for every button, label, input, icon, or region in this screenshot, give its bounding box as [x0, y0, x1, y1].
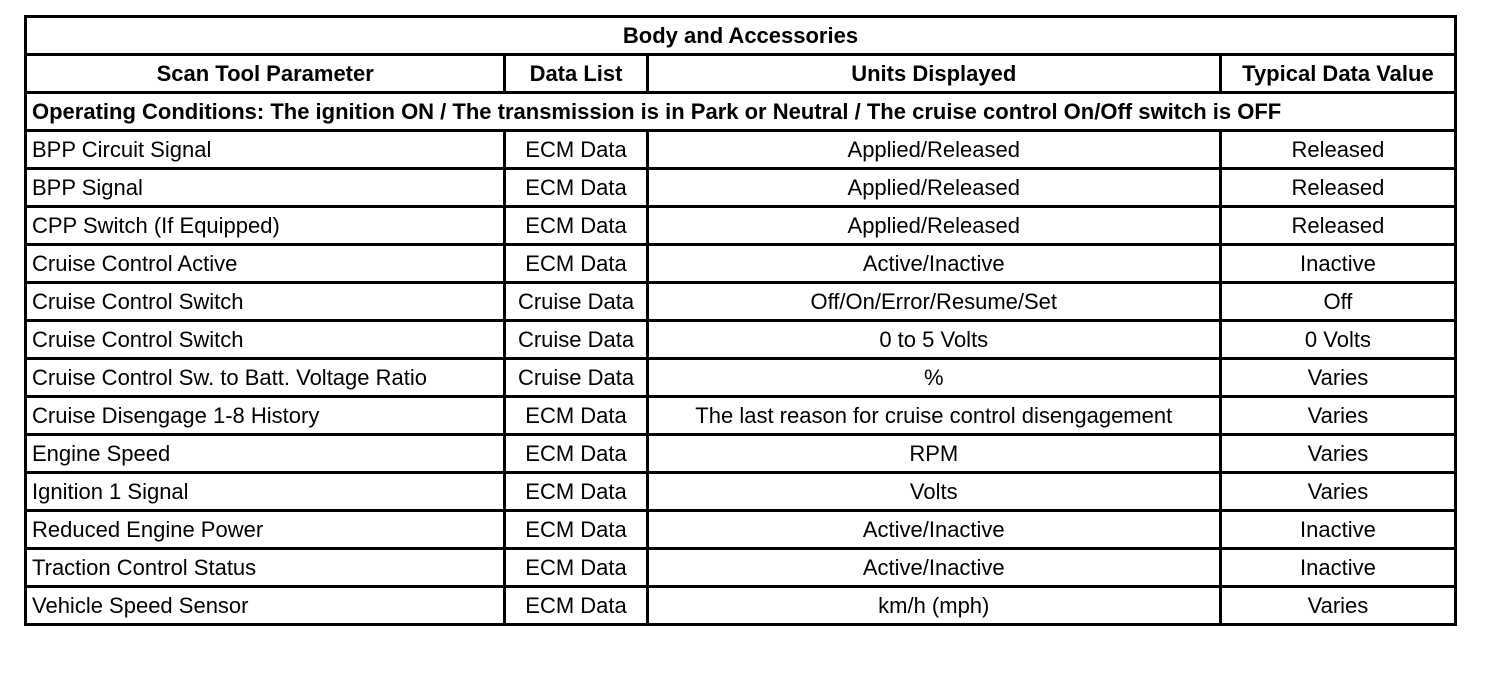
title-row — [26, 17, 1456, 55]
cell-parameter: BPP Circuit Signal — [26, 131, 505, 169]
table-row — [26, 587, 1456, 625]
header-parameter: Scan Tool Parameter — [26, 55, 505, 93]
cell-units: Off/On/Error/Resume/Set — [647, 283, 1220, 321]
cell-data-list: Cruise Data — [505, 321, 647, 359]
cell-units: The last reason for cruise control disengagement — [647, 397, 1220, 435]
table-row — [26, 549, 1456, 587]
table-row — [26, 131, 1456, 169]
cell-data-list: ECM Data — [505, 511, 647, 549]
header-units: Units Displayed — [647, 55, 1220, 93]
cell-parameter: Vehicle Speed Sensor — [26, 587, 505, 625]
cell-parameter: Ignition 1 Signal — [26, 473, 505, 511]
operating-conditions: Operating Conditions: The ignition ON / The transmission is in Park or Neutral / The cruise control On/Off switch is OFF — [26, 93, 1456, 131]
cell-typical-value: Released — [1220, 207, 1455, 245]
cell-units: Volts — [647, 473, 1220, 511]
cell-parameter: CPP Switch (If Equipped) — [26, 207, 505, 245]
cell-units: RPM — [647, 435, 1220, 473]
cell-parameter: Cruise Control Sw. to Batt. Voltage Ratio — [26, 359, 505, 397]
cell-parameter: Cruise Control Switch — [26, 321, 505, 359]
cell-typical-value: Released — [1220, 169, 1455, 207]
cell-data-list: ECM Data — [505, 131, 647, 169]
table-row — [26, 359, 1456, 397]
cell-typical-value: 0 Volts — [1220, 321, 1455, 359]
cell-parameter: Cruise Control Switch — [26, 283, 505, 321]
table-row — [26, 207, 1456, 245]
cell-parameter: Cruise Control Active — [26, 245, 505, 283]
cell-typical-value: Varies — [1220, 587, 1455, 625]
cell-data-list: ECM Data — [505, 435, 647, 473]
cell-units: 0 to 5 Volts — [647, 321, 1220, 359]
table-row — [26, 321, 1456, 359]
cell-data-list: ECM Data — [505, 549, 647, 587]
cell-units: Applied/Released — [647, 207, 1220, 245]
cell-typical-value: Varies — [1220, 359, 1455, 397]
cell-typical-value: Inactive — [1220, 511, 1455, 549]
header-row — [26, 55, 1456, 93]
body-accessories-table — [24, 15, 1457, 626]
header-typical-value: Typical Data Value — [1220, 55, 1455, 93]
table-row — [26, 435, 1456, 473]
table-title: Body and Accessories — [26, 17, 1456, 55]
cell-data-list: ECM Data — [505, 169, 647, 207]
table-row — [26, 397, 1456, 435]
cell-typical-value: Varies — [1220, 435, 1455, 473]
cell-typical-value: Varies — [1220, 397, 1455, 435]
cell-typical-value: Inactive — [1220, 549, 1455, 587]
cell-parameter: Cruise Disengage 1-8 History — [26, 397, 505, 435]
cell-data-list: Cruise Data — [505, 359, 647, 397]
cell-parameter: Traction Control Status — [26, 549, 505, 587]
cell-units: Active/Inactive — [647, 511, 1220, 549]
cell-typical-value: Varies — [1220, 473, 1455, 511]
table-row — [26, 283, 1456, 321]
cell-units: Applied/Released — [647, 131, 1220, 169]
cell-data-list: ECM Data — [505, 397, 647, 435]
table-row — [26, 511, 1456, 549]
cell-data-list: ECM Data — [505, 473, 647, 511]
cell-typical-value: Released — [1220, 131, 1455, 169]
cell-units: Active/Inactive — [647, 245, 1220, 283]
cell-units: Applied/Released — [647, 169, 1220, 207]
cell-data-list: ECM Data — [505, 587, 647, 625]
header-data-list: Data List — [505, 55, 647, 93]
cell-parameter: Engine Speed — [26, 435, 505, 473]
cell-data-list: ECM Data — [505, 245, 647, 283]
table-row — [26, 473, 1456, 511]
cell-units: km/h (mph) — [647, 587, 1220, 625]
cell-units: % — [647, 359, 1220, 397]
cell-data-list: ECM Data — [505, 207, 647, 245]
cell-parameter: Reduced Engine Power — [26, 511, 505, 549]
cell-parameter: BPP Signal — [26, 169, 505, 207]
cell-typical-value: Inactive — [1220, 245, 1455, 283]
table-row — [26, 169, 1456, 207]
cell-data-list: Cruise Data — [505, 283, 647, 321]
conditions-row — [26, 93, 1456, 131]
table-row — [26, 245, 1456, 283]
cell-units: Active/Inactive — [647, 549, 1220, 587]
cell-typical-value: Off — [1220, 283, 1455, 321]
